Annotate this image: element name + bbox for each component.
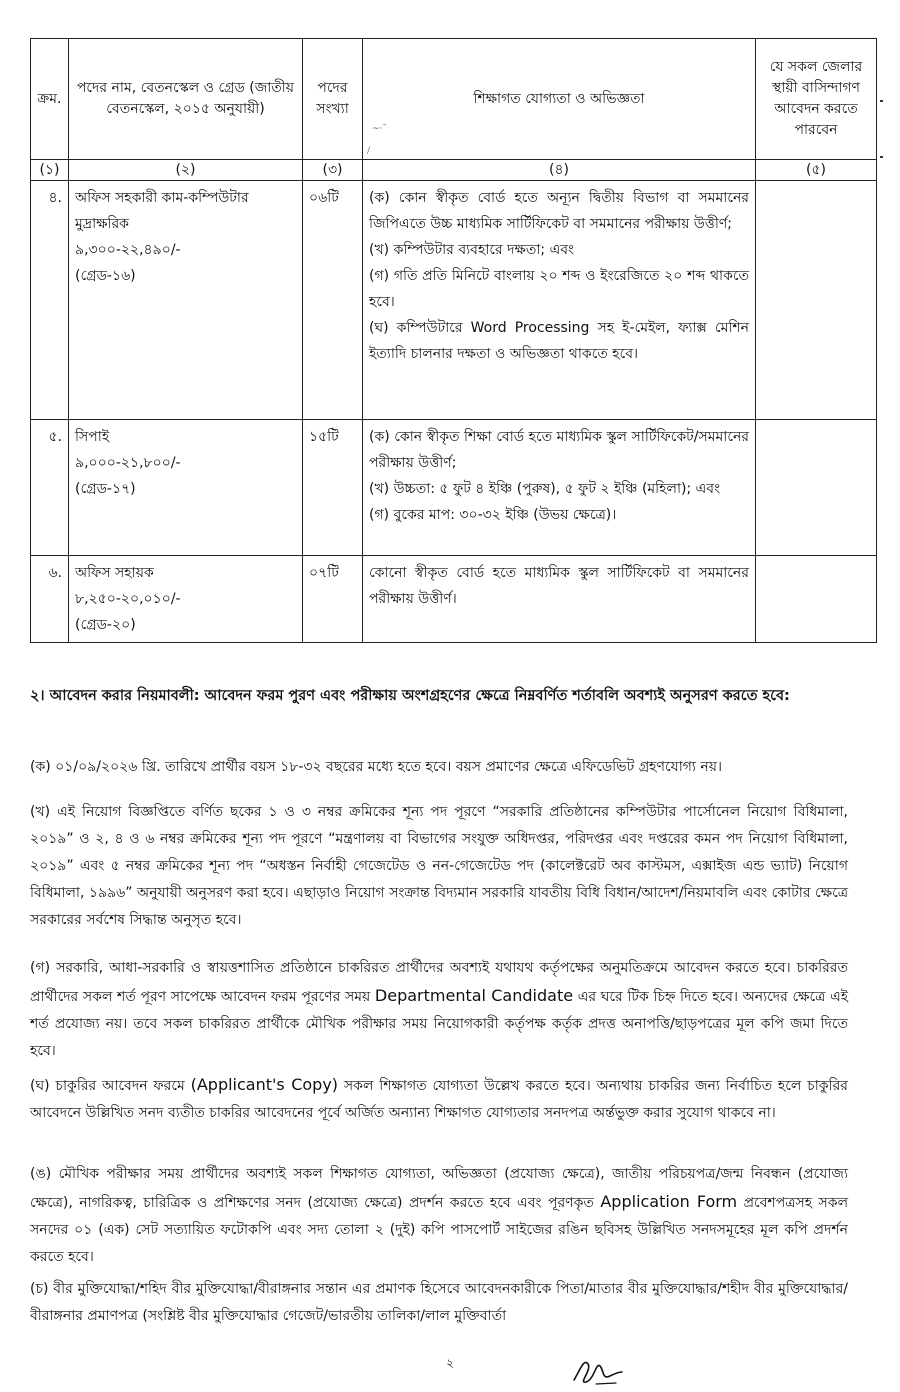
row-district	[756, 181, 877, 420]
pay-scale: ৯,৩০০-২২,৪৯০/-	[75, 242, 181, 258]
english-term: Application Form	[600, 1192, 738, 1211]
column-number: (২)	[69, 160, 303, 181]
header-serial: ক্রম.	[31, 39, 69, 160]
paragraph-gha	[30, 1071, 848, 1127]
row-qualification	[363, 181, 756, 420]
header-count: পদের সংখ্যা	[303, 39, 363, 160]
row-count: ১৫টি	[303, 420, 363, 556]
signature	[566, 1350, 626, 1390]
header-qualification: শিক্ষাগত যোগ্যতা ও অভিজ্ঞতা	[363, 39, 756, 160]
edge-mark	[880, 156, 883, 158]
qualification-item: (ক) কোন স্বীকৃত শিক্ষা বোর্ড হতে মাধ্যমিক স্কুল সার্টিফিকেট/সমমানের পরীক্ষায় উত্তীর্ণ;	[369, 429, 749, 471]
qualification-item: (গ) গতি প্রতি মিনিটে বাংলায় ২০ শব্দ ও ইংরেজিতে ২০ শব্দ থাকতে হবে।	[369, 268, 749, 310]
english-term: (Applicant's Copy)	[190, 1075, 339, 1094]
paragraph-text: সকল শিক্ষাগত যোগ্যতা উল্লেখ করতে হবে। অন্যথায় চাকরির জন্য নির্বাচিত হলে চাকুরির আবেদনে উল্লিখিত সনদ ব্যতীত চাকরির আবেদনের পূর্বে অর্জিত অন্যান্য শিক্ষাগত যোগ্যতার সনদপত্র অর্ন্তভুক্ত করার সুযোগ থাকবে না।	[30, 1078, 849, 1121]
row-count: ০৬টি	[303, 181, 363, 420]
paragraph-text: এর ঘরে টিক চিহ্ন দিতে হবে। অন্যদের ক্ষেত্রে এই শর্ত প্রযোজ্য নয়। তবে সকল চাকরিরত প্রার্থীকে মৌখিক পরীক্ষার সময় নিয়োগকারী কর্তৃপক্ষ কর্তৃক প্রদত্ত অনাপত্তি/ছাড়পত্রের মূল কপি জমা দিতে হবে।	[30, 989, 849, 1059]
column-number: (১)	[31, 160, 69, 181]
row-serial: ৪.	[31, 181, 69, 420]
paragraph-text: প্রবেশপত্রসহ সকল সনদের ০১ (এক) সেট সত্যায়িত ফটোকপি এবং সদ্য তোলা ২ (দুই) কপি পাসপোর্ট সাইজের রঙিন ছবিসহ উল্লিখিত সনদসমূহের মূল কপি প্রদর্শন করতে হবে।	[30, 1195, 849, 1265]
paragraph-ka: (ক) ০১/০৯/২০২৬ খ্রি. তারিখে প্রার্থীর বয়স ১৮-৩২ বছরের মধ্যে হতে হবে। বয়স প্রমাণের ক্ষেত্রে এফিডেভিট গ্রহণযোগ্য নয়।	[30, 759, 723, 775]
column-number: (৩)	[303, 160, 363, 181]
header-post: পদের নাম, বেতনস্কেল ও গ্রেড (জাতীয় বেতনস্কেল, ২০১৫ অনুযায়ী)	[69, 39, 303, 160]
post-name: অফিস সহায়ক	[75, 565, 154, 581]
row-post	[69, 556, 303, 643]
table-row	[31, 181, 877, 420]
grade: (গ্রেড-২০)	[75, 617, 136, 633]
paragraph-uma	[30, 1161, 848, 1271]
qualification-item: (ক) কোন স্বীকৃত বোর্ড হতে অন্যূন দ্বিতীয় বিভাগ বা সমমানের জিপিএতে উচ্চ মাধ্যমিক সার্টিফিকেট বা সমমানের পরীক্ষায় উত্তীর্ণ;	[369, 190, 749, 232]
grade: (গ্রেড-১৭)	[75, 481, 136, 497]
scan-mark: ~·˘	[372, 124, 387, 134]
section-title: ২। আবেদন করার নিয়মাবলী: আবেদন ফরম পুরণ এবং পরীক্ষায় অংশগ্রহণের ক্ষেত্রে নিম্নবর্ণিত শর্তাবলি অবশ্যই অনুসরণ করতে হবে:	[30, 688, 790, 704]
edge-mark	[880, 100, 883, 102]
row-district	[756, 420, 877, 556]
qualification-item: (খ) কম্পিউটার ব্যবহারে দক্ষতা; এবং	[369, 242, 575, 258]
paragraph-text: (গ) সরকারি, আধা-সরকারি ও স্বায়ত্তশাসিত প্রতিষ্ঠানে চাকরিরত প্রার্থীদের অবশ্যই যথাযথ কর্তৃপক্ষের অনুমতিক্রমে আবেদন করতে হবে। চাকরিরত প্রার্থীদের সকল শর্ত পূরণ সাপেক্ষে আবেদন ফরম পূরণের সময়	[30, 960, 848, 1005]
column-number: (৪)	[363, 160, 756, 181]
qualification-item: (ঘ) কম্পিউটারে Word Processing সহ ই-মেইল, ফ্যাক্স মেশিন ইত্যাদি চালনার দক্ষতা ও অভিজ্ঞতা থাকতে হবে।	[369, 320, 749, 362]
table-row	[31, 556, 877, 643]
pay-scale: ৯,০০০-২১,৮০০/-	[75, 455, 181, 471]
row-qualification	[363, 556, 756, 643]
grade: (গ্রেড-১৬)	[75, 268, 136, 284]
row-post	[69, 420, 303, 556]
qualification-item: কোনো স্বীকৃত বোর্ড হতে মাধ্যমিক স্কুল সার্টিফিকেট বা সমমানের পরীক্ষায় উত্তীর্ণ।	[369, 565, 749, 607]
row-count: ০৭টি	[303, 556, 363, 643]
column-number-row	[31, 160, 877, 181]
pay-scale: ৮,২৫০-২০,০১০/-	[75, 591, 181, 607]
header-district: যে সকল জেলার স্থায়ী বাসিন্দাগণ আবেদন করতে পারবেন	[756, 39, 877, 160]
paragraph-text: (ঘ) চাকুরির আবেদন ফরমে	[30, 1078, 185, 1094]
scan-mark: /	[367, 146, 371, 156]
row-serial: ৬.	[31, 556, 69, 643]
table-header-row	[31, 39, 877, 160]
posts-table	[30, 38, 877, 643]
paragraph-kha: (খ) এই নিয়োগ বিজ্ঞপ্তিতে বর্ণিত ছকের ১ ও ৩ নম্বর ক্রমিকের শূন্য পদ পূরণে “সরকারি প্রতিষ্ঠানের কম্পিউটার পার্সোনেল নিয়োগ বিধিমালা, ২০১৯” ও ২, ৪ ও ৬ নম্বর ক্রমিকের শূন্য পদ পূরণে “মন্ত্রণালয় বা বিভাগের সংযুক্ত অধিদপ্তর, পরিদপ্তর এবং দপ্তরের কমন পদ নিয়োগ বিধিমালা, ২০১৯” এবং ৫ নম্বর ক্রমিকের শূন্য পদ “অধস্তন নির্বাহী গেজেটেড ও নন-গেজেটেড পদ (কালেক্টরেট অব কাস্টমস, এক্সাইজ এন্ড ভ্যাট) নিয়োগ বিধিমালা, ১৯৯৬” অনুযায়ী অনুসরণ করা হবে। এছাড়াও নিয়োগ সংক্রান্ত বিদ্যমান সরকারি যাবতীয় বিধি বিধান/আদেশ/নিয়মাবলি এবং কোটার ক্ষেত্রে সরকারের সর্বশেষ সিদ্ধান্ত অনুসৃত হবে।	[30, 804, 848, 928]
paragraph-text: (ঙ) মৌখিক পরীক্ষার সময় প্রার্থীদের অবশ্যই সকল শিক্ষাগত যোগ্যতা, অভিজ্ঞতা (প্রযোজ্য ক্ষেত্রে), জাতীয় পরিচয়পত্র/জন্ম নিবন্ধন (প্রযোজ্য ক্ষেত্রে), নাগরিকত্ব, চারিত্রিক ও প্রশিক্ষণের সনদ (প্রযোজ্য ক্ষেত্রে) প্রদর্শন করতে হবে এবং পূরণকৃত	[30, 1166, 848, 1211]
row-district	[756, 556, 877, 643]
paragraph-cha: (চ) বীর মুক্তিযোদ্ধা/শহিদ বীর মুক্তিযোদ্ধা/বীরাঙ্গনার সন্তান এর প্রমাণক হিসেবে আবেদনকারীকে পিতা/মাতার বীর মুক্তিযোদ্ধার/শহীদ বীর মুক্তিযোদ্ধার/বীরাঙ্গনার প্রমাণপত্র (সংশ্লিষ্ট বীর মুক্তিযোদ্ধার গেজেট/ভারতীয় তালিকা/লাল মুক্তিবার্তা	[30, 1281, 848, 1324]
row-qualification	[363, 420, 756, 556]
post-name: অফিস সহকারী কাম-কম্পিউটার মুদ্রাক্ষরিক	[75, 190, 249, 232]
column-number: (৫)	[756, 160, 877, 181]
paragraph-ga	[30, 955, 848, 1065]
table-row	[31, 420, 877, 556]
post-name: সিপাই	[75, 429, 110, 445]
row-post	[69, 181, 303, 420]
qualification-item: (খ) উচ্চতা: ৫ ফুট ৪ ইঞ্চি (পুরুষ), ৫ ফুট ২ ইঞ্চি (মহিলা); এবং	[369, 481, 721, 497]
qualification-item: (গ) বুকের মাপ: ৩০-৩২ ইঞ্চি (উভয় ক্ষেত্রে)।	[369, 507, 617, 523]
english-term: Departmental Candidate	[374, 986, 574, 1005]
row-serial: ৫.	[31, 420, 69, 556]
page-number: ২	[446, 1356, 454, 1370]
